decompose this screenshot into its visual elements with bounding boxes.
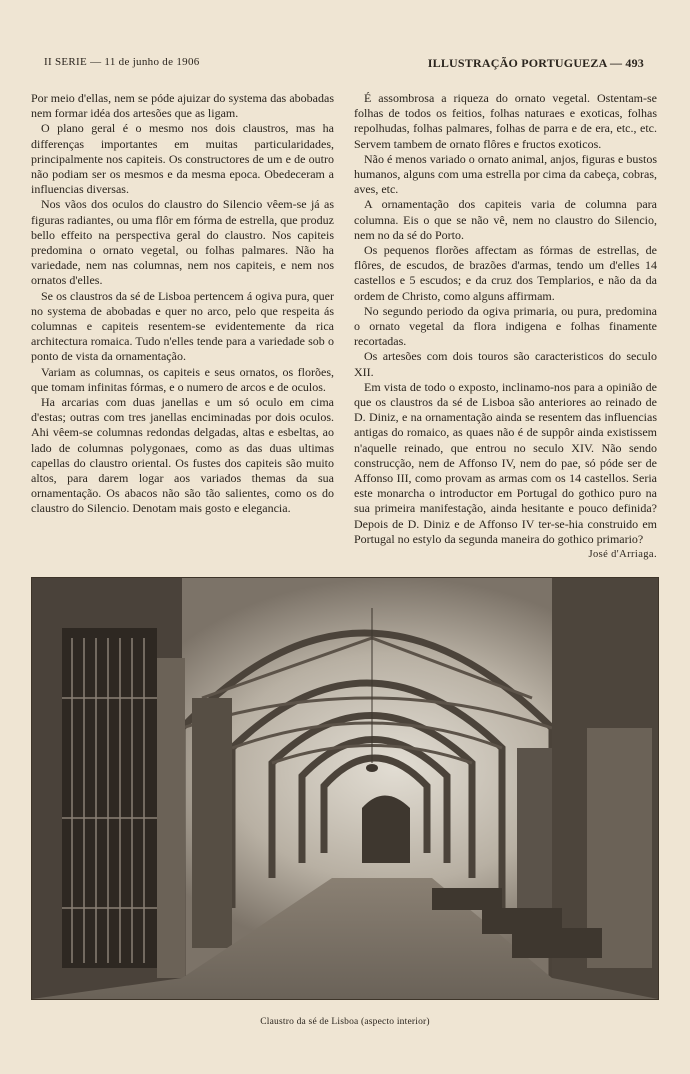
- paragraph: Os pequenos florões affectam as fórmas de estrellas, de flôres, de escudos, de brazões d'armas, tendo um d'elles 14 castellos e 5 escudos; e da cruz dos Templarios, e não da da ordem de Christo, como alguns affirmam.: [354, 243, 657, 303]
- paragraph: Por meio d'ellas, nem se póde ajuizar do systema das abobadas nem formar idéa dos artesões que as ligam.: [31, 91, 334, 121]
- paragraph: O plano geral é o mesmo nos dois claustros, mas ha differenças importantes em muitas particularidades, principalmente nos capiteis. Os constructores de um e de outro não podiam ser os mesmos e da mesma epoca. Obedeceram a influencias diversas.: [31, 121, 334, 197]
- paragraph: Os artesões com dois touros são caracteristicos do seculo XII.: [354, 349, 657, 379]
- paragraph: Variam as columnas, os capiteis e seus ornatos, os florões, que tomam infinitas fórmas, e o numero de arcos e de oculos.: [31, 364, 334, 394]
- magazine-title-page-number: ILLUSTRAÇÃO PORTUGUEZA — 493: [427, 56, 644, 70]
- paragraph: A ornamentação dos capiteis varia de columna para columna. Eis o que se não vê, nem no claustro do Silencio, nem no da sé do Porto.: [354, 197, 657, 242]
- left-text-column: [31, 91, 334, 517]
- photo-caption: Claustro da sé de Lisboa (aspecto interior): [260, 1017, 430, 1027]
- series-date: II SERIE — 11 de junho de 1906: [44, 56, 200, 68]
- paragraph: No segundo periodo da ogiva primaria, ou pura, predomina o ornato vegetal da flora indigena e folhas finamente recortadas.: [354, 303, 657, 349]
- paragraph: Em vista de todo o exposto, inclinamo-nos para a opinião de que os claustros da sé de Lisboa são anteriores ao reinado de D. Diniz, e na ornamentação ainda se resentem das influencias antigas do romaico, as quaes não é de suppôr ainda existissem n'aquelle reinado, que entrou no seculo XIV. Não sendo construcção, nem de Affonso IV, nem do pae, só póde ser de Affonso III, como provam as armas com os 14 castellos. Seria este monarcha o introductor em Portugal do gothico puro na sua primeira manifestação, ainda hesitante e pouco definida? Depois de D. Diniz e de Affonso IV ter-se-hia construido em Portugal no estylo da segunda maneira do gothico primario?: [354, 379, 657, 546]
- paragraph: Não é menos variado o ornato animal, anjos, figuras e bustos humanos, alguns com uma estrella por cima da cabeça, cobras, aves, etc.: [354, 151, 657, 197]
- cloister-photo-illustration: [32, 578, 658, 999]
- right-text-column: [354, 91, 657, 562]
- author-signature: José d'Arriaga.: [588, 549, 657, 561]
- paragraph: Nos vãos dos oculos do claustro do Silencio vêem-se já as figuras radiantes, ou uma flôr em fórma de estrella, que produz bello effeito na perspectiva geral do claustro. Nos capiteis predomina o ornato vegetal, ou folhas palmares. Não ha variedade, nem nas columnas, nem nos capiteis, e nem nos ornatos d'elles.: [31, 197, 334, 288]
- page-header: [44, 56, 644, 72]
- paragraph: É assombrosa a riqueza do ornato vegetal. Ostentam-se folhas de todos os feitios, folhas naturaes e exoticas, folhas repolhudas, folhas palmares, folhas de parra e de era, etc., etc. Servem tambem de ornato flôres e fructos exoticos.: [354, 91, 657, 151]
- paragraph: Se os claustros da sé de Lisboa pertencem á ogiva pura, quer no systema de abobadas e quer no arco, pelo que respeita ás columnas e capiteis resentem-se evidentemente da rica architectura romaica. Tudo n'elles tende para a variedade sob o ponto de vista da ornamentação.: [31, 288, 334, 364]
- cloister-photograph: [31, 577, 659, 1000]
- paragraph: Ha arcarias com duas janellas e um só oculo em cima d'estas; outras com tres janellas enciminadas por dois oculos. Ahi vêem-se columnas redondas delgadas, altas e esbeltas, ao lado de columnas polygonaes, como as das duas ultimas capellas do claustro oriental. Os fustes dos capiteis são muito altos, para darem logar aos variados themas da sua ornamentação. Os abacos não são tão salientes, como os do claustro do Silencio. Denotam mais gosto e elegancia.: [31, 395, 334, 516]
